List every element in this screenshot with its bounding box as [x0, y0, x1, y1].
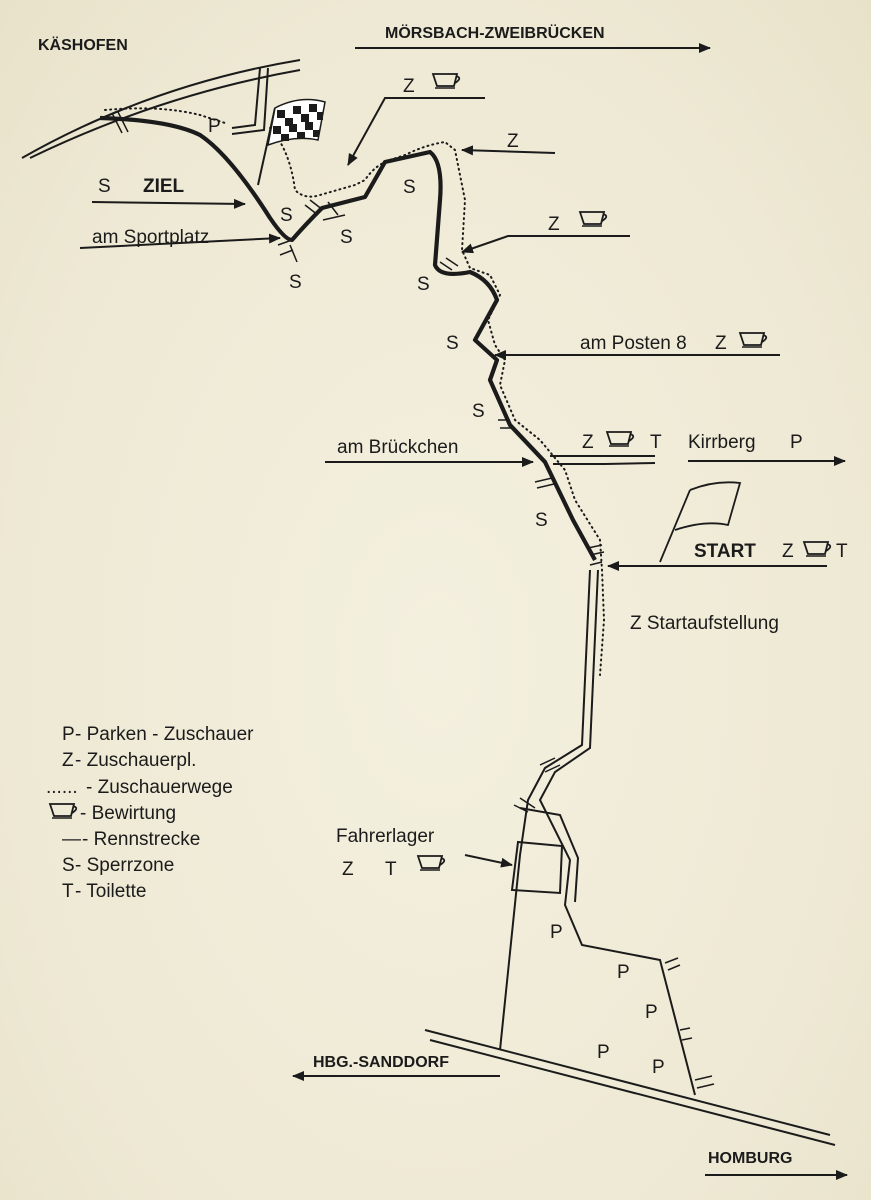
arrows	[80, 48, 847, 1175]
main-road-b	[430, 1040, 835, 1145]
cup-icon	[580, 212, 606, 226]
marker-p: P	[550, 922, 563, 943]
legend-text: - Zuschauerwege	[86, 777, 233, 798]
legend-key: ......	[46, 777, 78, 798]
place-kirrberg: Kirrberg	[688, 432, 756, 453]
marker-z: Z	[403, 76, 415, 97]
roads	[22, 60, 835, 1145]
legend-text: - Zuschauerpl.	[75, 750, 197, 771]
place-hbg-sanddorf: HBG.-SANDDORF	[313, 1054, 449, 1071]
finish-s: S	[98, 176, 111, 197]
marker-z: Z	[715, 333, 727, 354]
marker-s: S	[417, 274, 430, 295]
main-road-a	[425, 1030, 830, 1135]
marker-p: P	[597, 1042, 610, 1063]
marker-s: S	[289, 272, 302, 293]
legend-text: - Rennstrecke	[82, 829, 201, 850]
legend-text: - Parken - Zuschauer	[75, 724, 254, 745]
marker-s: S	[340, 227, 353, 248]
legend-key: Z	[62, 750, 74, 771]
marker-z: Z	[342, 859, 354, 880]
legend-text: - Bewirtung	[80, 803, 177, 824]
legend-key: —	[62, 829, 81, 850]
arrow-fahrerlager	[465, 855, 512, 865]
marker-t: T	[650, 432, 662, 453]
marker-s: S	[535, 510, 548, 531]
marker-p: P	[208, 116, 221, 137]
cup-icon	[418, 856, 444, 870]
marker-p: P	[652, 1057, 665, 1078]
barrier-marks	[112, 112, 714, 1088]
legend-text: - Sperrzone	[75, 855, 175, 876]
marker-s: S	[446, 333, 459, 354]
label-brueckchen: am Brückchen	[337, 437, 459, 458]
start-t: T	[836, 541, 848, 562]
finish-label: ZIEL	[143, 176, 185, 197]
marker-z: Z	[582, 432, 594, 453]
label-fahrerlager: Fahrerlager	[336, 826, 435, 847]
place-homburg: HOMBURG	[708, 1150, 793, 1167]
cup-icon	[50, 804, 76, 818]
marker-s: S	[280, 205, 293, 226]
cup-icon	[740, 333, 766, 347]
marker-z: Z	[507, 131, 519, 152]
arrow-z-mid	[462, 236, 630, 252]
cup-icon	[804, 542, 830, 556]
legend-key: T	[62, 881, 74, 902]
cup-icon	[433, 74, 459, 88]
start-label: START	[694, 541, 756, 562]
label-posten: am Posten 8	[580, 333, 687, 354]
legend-text: - Toilette	[75, 881, 147, 902]
place-moersbach: MÖRSBACH-ZWEIBRÜCKEN	[385, 25, 605, 42]
place-kashofen: KÄSHOFEN	[38, 37, 128, 54]
marker-t: T	[385, 859, 397, 880]
legend-key: P	[62, 724, 75, 745]
legend-key: S	[62, 855, 75, 876]
arrow-ziel	[92, 202, 245, 204]
marker-z: Z	[548, 214, 560, 235]
kirrberg-road-b	[553, 463, 655, 464]
finish-sub: am Sportplatz	[92, 227, 210, 248]
lower-road-c	[520, 808, 578, 902]
marker-p: P	[790, 432, 803, 453]
cup-icon	[607, 432, 633, 446]
marker-p: P	[617, 962, 630, 983]
label-startaufstellung: Z Startaufstellung	[630, 613, 779, 634]
sportplatz-road-a	[232, 68, 260, 128]
legend	[46, 724, 254, 902]
marker-s: S	[403, 177, 416, 198]
marker-s: S	[472, 401, 485, 422]
marker-p: P	[645, 1002, 658, 1023]
lower-road-b	[540, 570, 695, 1095]
start-z: Z	[782, 541, 794, 562]
